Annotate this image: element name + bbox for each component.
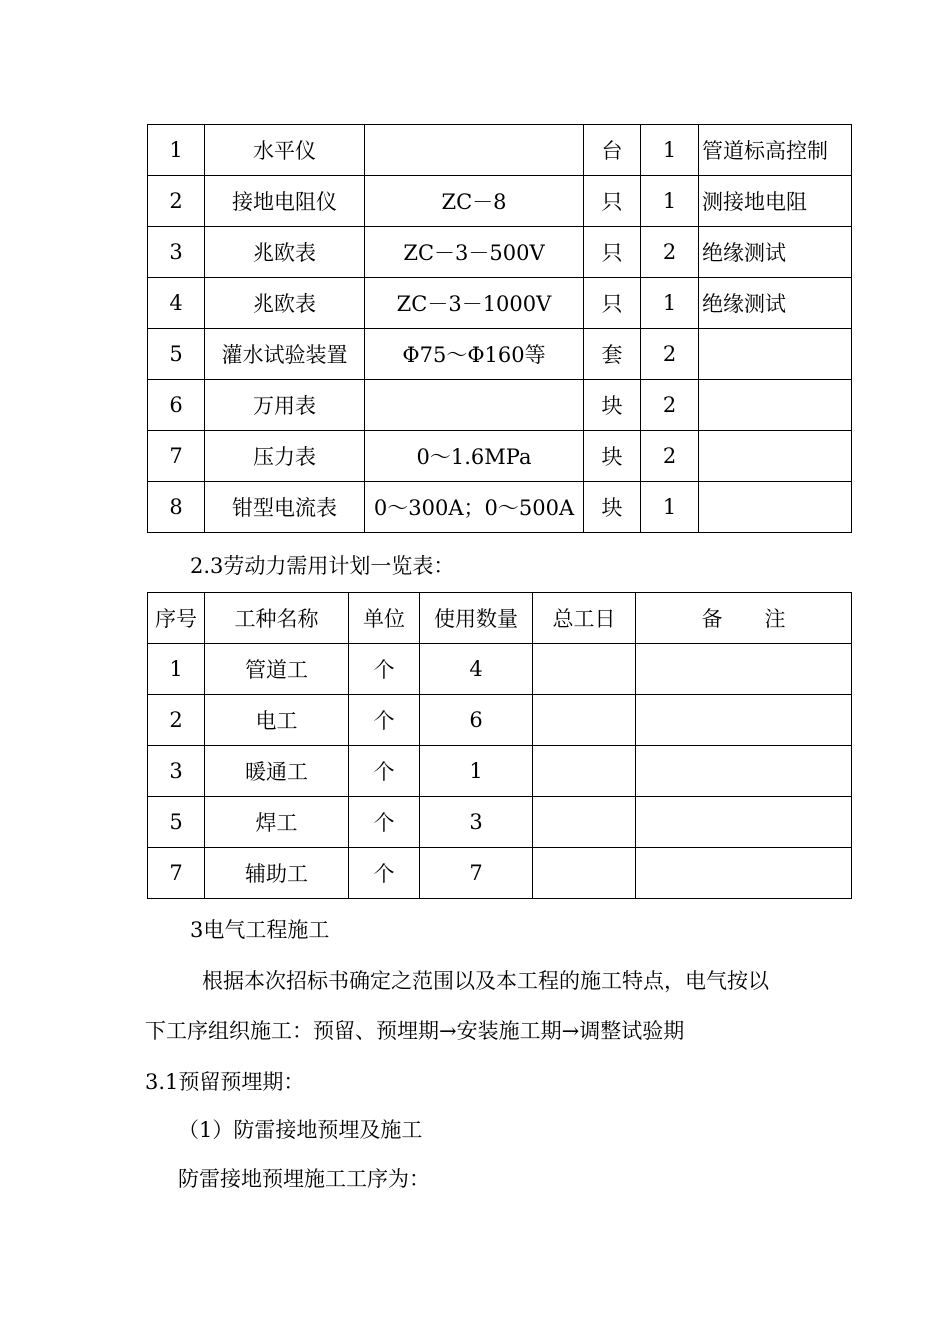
item-title: （1）防雷接地预埋及施工 <box>178 1118 423 1142</box>
labor-cell: 1 <box>148 644 205 695</box>
labor-cell <box>533 695 636 746</box>
equipment-cell: 5 <box>148 329 205 380</box>
labor-header-cell: 总工日 <box>533 593 636 644</box>
equipment-cell: 管道标高控制 <box>699 125 852 176</box>
equipment-cell: 4 <box>148 278 205 329</box>
labor-cell: 个 <box>349 848 420 899</box>
equipment-cell: 0～1.6MPa <box>365 431 584 482</box>
equipment-cell: 块 <box>584 482 641 533</box>
equipment-cell: 7 <box>148 431 205 482</box>
labor-cell: 管道工 <box>205 644 349 695</box>
equipment-row <box>148 227 852 278</box>
labor-cell: 7 <box>420 848 533 899</box>
equipment-cell: 套 <box>584 329 641 380</box>
equipment-row <box>148 329 852 380</box>
equipment-row <box>148 380 852 431</box>
equipment-cell: 1 <box>148 125 205 176</box>
equipment-row <box>148 176 852 227</box>
labor-header-cell: 备 注 <box>636 593 852 644</box>
labor-cell: 3 <box>148 746 205 797</box>
equipment-row <box>148 278 852 329</box>
labor-row <box>148 746 852 797</box>
equipment-cell: 接地电阻仪 <box>205 176 365 227</box>
equipment-cell: 2 <box>148 176 205 227</box>
labor-cell: 暖通工 <box>205 746 349 797</box>
labor-table-header-row <box>148 593 852 644</box>
labor-cell <box>636 644 852 695</box>
equipment-row <box>148 482 852 533</box>
labor-cell: 3 <box>420 797 533 848</box>
equipment-cell: 灌水试验装置 <box>205 329 365 380</box>
labor-table <box>147 592 852 899</box>
equipment-cell: 只 <box>584 278 641 329</box>
labor-row <box>148 848 852 899</box>
labor-cell: 辅助工 <box>205 848 349 899</box>
equipment-cell: 压力表 <box>205 431 365 482</box>
equipment-cell: 6 <box>148 380 205 431</box>
equipment-cell <box>699 431 852 482</box>
equipment-cell: 兆欧表 <box>205 278 365 329</box>
equipment-row <box>148 431 852 482</box>
labor-header-cell: 工种名称 <box>205 593 349 644</box>
equipment-cell: 兆欧表 <box>205 227 365 278</box>
equipment-cell: 1 <box>641 278 699 329</box>
equipment-cell <box>365 125 584 176</box>
labor-row <box>148 797 852 848</box>
labor-cell <box>636 746 852 797</box>
equipment-cell: 水平仪 <box>205 125 365 176</box>
equipment-cell: 只 <box>584 176 641 227</box>
equipment-cell <box>699 380 852 431</box>
equipment-cell: 块 <box>584 431 641 482</box>
labor-cell <box>533 848 636 899</box>
equipment-cell: 2 <box>641 329 699 380</box>
labor-cell: 6 <box>420 695 533 746</box>
equipment-cell: 8 <box>148 482 205 533</box>
labor-cell <box>533 644 636 695</box>
labor-cell <box>636 848 852 899</box>
labor-cell: 个 <box>349 644 420 695</box>
labor-cell: 电工 <box>205 695 349 746</box>
labor-cell: 1 <box>420 746 533 797</box>
labor-row <box>148 644 852 695</box>
labor-cell: 4 <box>420 644 533 695</box>
labor-cell: 焊工 <box>205 797 349 848</box>
equipment-cell: 2 <box>641 431 699 482</box>
equipment-cell: 0～300A；0～500A <box>365 482 584 533</box>
labor-cell: 2 <box>148 695 205 746</box>
paragraph-line-1: 根据本次招标书确定之范围以及本工程的施工特点，电气按以 <box>202 969 769 993</box>
equipment-cell: 块 <box>584 380 641 431</box>
labor-cell: 5 <box>148 797 205 848</box>
equipment-cell: 2 <box>641 380 699 431</box>
equipment-cell: 2 <box>641 227 699 278</box>
equipment-cell <box>699 329 852 380</box>
equipment-cell: 钳型电流表 <box>205 482 365 533</box>
equipment-row <box>148 125 852 176</box>
labor-cell <box>533 746 636 797</box>
equipment-cell: 1 <box>641 176 699 227</box>
equipment-cell <box>699 482 852 533</box>
labor-cell <box>636 797 852 848</box>
labor-header-cell: 单位 <box>349 593 420 644</box>
equipment-cell: 3 <box>148 227 205 278</box>
labor-cell <box>533 797 636 848</box>
equipment-cell: 1 <box>641 125 699 176</box>
equipment-table <box>147 124 852 533</box>
labor-table-heading: 2.3劳动力需用计划一览表： <box>190 554 455 578</box>
labor-cell: 个 <box>349 695 420 746</box>
equipment-cell: 绝缘测试 <box>699 278 852 329</box>
equipment-cell: 万用表 <box>205 380 365 431</box>
labor-cell: 个 <box>349 797 420 848</box>
labor-cell: 7 <box>148 848 205 899</box>
labor-cell <box>636 695 852 746</box>
equipment-cell: ZC－3－500V <box>365 227 584 278</box>
section-title: 3电气工程施工 <box>190 918 330 942</box>
equipment-cell: 只 <box>584 227 641 278</box>
equipment-cell: 1 <box>641 482 699 533</box>
equipment-cell: 台 <box>584 125 641 176</box>
equipment-cell: 测接地电阻 <box>699 176 852 227</box>
equipment-cell: Φ75～Φ160等 <box>365 329 584 380</box>
item-text: 防雷接地预埋施工工序为： <box>178 1167 430 1191</box>
labor-cell: 个 <box>349 746 420 797</box>
equipment-cell: 绝缘测试 <box>699 227 852 278</box>
equipment-cell <box>365 380 584 431</box>
labor-header-cell: 使用数量 <box>420 593 533 644</box>
equipment-cell: ZC－8 <box>365 176 584 227</box>
equipment-cell: ZC－3－1000V <box>365 278 584 329</box>
paragraph-line-2: 下工序组织施工：预留、预埋期→安装施工期→调整试验期 <box>145 1019 685 1043</box>
labor-header-cell: 序号 <box>148 593 205 644</box>
labor-row <box>148 695 852 746</box>
subsection-title: 3.1预留预埋期： <box>145 1070 305 1094</box>
